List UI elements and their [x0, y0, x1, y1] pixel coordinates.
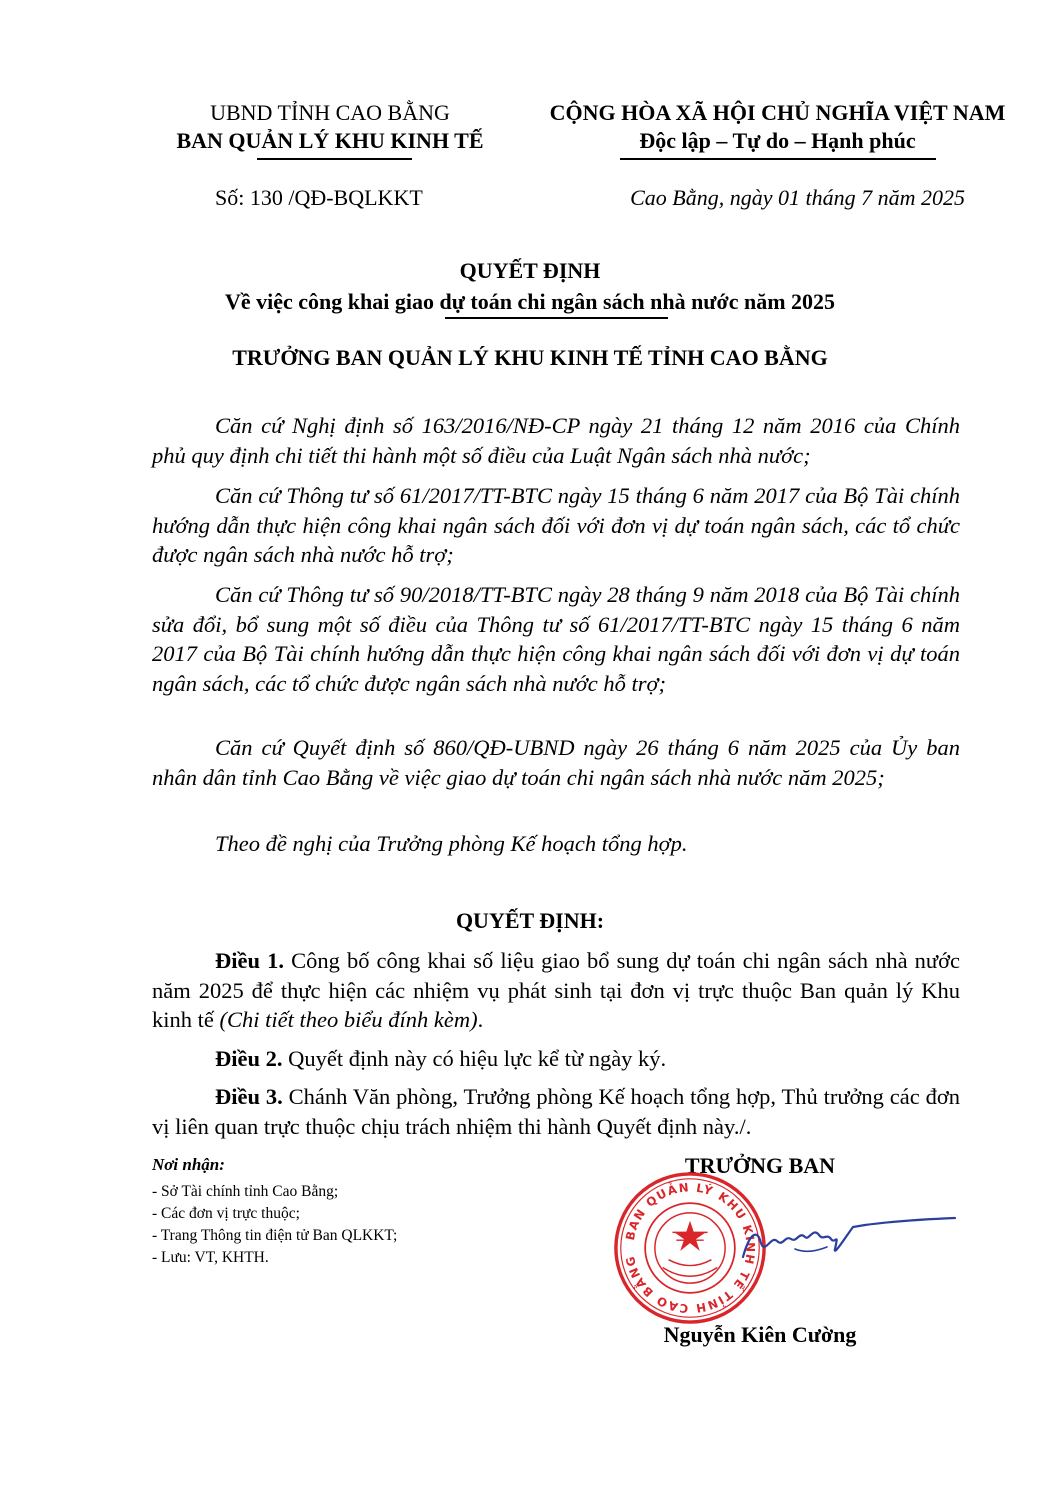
- recipient-item: - Trang Thông tin điện tử Ban QLKKT;: [152, 1227, 398, 1244]
- motto-underline: [620, 158, 936, 160]
- document-title: QUYẾT ĐỊNH: [459, 258, 601, 283]
- document-subtitle: Về việc công khai giao dự toán chi ngân sách nhà nước năm 2025: [224, 289, 836, 314]
- legal-basis-5: Theo đề nghị của Trưởng phòng Kế hoạch tổng hợp.: [215, 831, 688, 856]
- legal-basis-3: Căn cứ Thông tư số 90/2018/TT-BTC ngày 28 tháng 9 năm 2018 của Bộ Tài chính sửa đổi, bổ sung một số điều của Thông tư số 61/2017/TT-BTC ngày 15 tháng 6 năm 2017 của Bộ Tài chính hướng dẫn thực hiện công khai ngân sách đối với đơn vị dự toán ngân sách, các tổ chức được ngân sách nhà nước hỗ trợ;: [152, 582, 960, 696]
- article-3-text: Chánh Văn phòng, Trưởng phòng Kế hoạch tổng hợp, Thủ trưởng các đơn vị liên quan trực thuộc chịu trách nhiệm thi hành Quyết định này./.: [152, 1084, 960, 1139]
- document-number: Số: 130 /QĐ-BQLKKT: [215, 185, 423, 210]
- legal-basis-2: Căn cứ Thông tư số 61/2017/TT-BTC ngày 15 tháng 6 năm 2017 của Bộ Tài chính hướng dẫn thực hiện công khai ngân sách đối với đơn vị dự toán ngân sách, các tổ chức được ngân sách nhà nước hỗ trợ;: [152, 483, 960, 567]
- legal-basis-1: Căn cứ Nghị định số 163/2016/NĐ-CP ngày 21 tháng 12 năm 2016 của Chính phủ quy định chi tiết thi hành một số điều của Luật Ngân sách nhà nước;: [152, 413, 960, 468]
- legal-basis-4: Căn cứ Quyết định số 860/QĐ-UBND ngày 26 tháng 6 năm 2025 của Ủy ban nhân dân tỉnh Cao Bằng về việc giao dự toán chi ngân sách nhà nước năm 2025;: [152, 735, 960, 790]
- recipient-item: - Lưu: VT, KHTH.: [152, 1249, 269, 1266]
- decision-heading: QUYẾT ĐỊNH:: [455, 908, 605, 933]
- agency-underline: [257, 158, 412, 160]
- article-3: [152, 1082, 960, 1141]
- seal-text: BAN QUẢN LÝ KHU KINH TẾ TỈNH CAO BẰNG: [622, 1180, 758, 1316]
- signer-title: TRƯỞNG BAN: [684, 1153, 836, 1178]
- recipient-item: - Sở Tài chính tỉnh Cao Bằng;: [152, 1183, 339, 1200]
- subtitle-underline: [445, 317, 668, 319]
- signer-name: Nguyễn Kiên Cường: [663, 1322, 857, 1347]
- article-2: [152, 1044, 960, 1074]
- article-1-text: Công bố công khai số liệu giao bổ sung dự toán chi ngân sách nhà nước năm 2025 để thực hiện các nhiệm vụ phát sinh tại đơn vị trực thuộc Ban quản lý Khu kinh tế: [152, 948, 961, 1032]
- recipient-item: - Các đơn vị trực thuộc;: [152, 1205, 300, 1222]
- article-1-note: (Chi tiết theo biểu đính kèm): [219, 1007, 478, 1032]
- article-1-label: Điều 1.: [215, 948, 284, 973]
- document-date: Cao Bằng, ngày 01 tháng 7 năm 2025: [630, 185, 965, 210]
- national-title: CỘNG HÒA XÃ HỘI CHỦ NGHĨA VIỆT NAM: [549, 100, 1006, 125]
- national-motto: Độc lập – Tự do – Hạnh phúc: [639, 128, 916, 153]
- article-2-text: Quyết định này có hiệu lực kể từ ngày ký.: [288, 1046, 667, 1071]
- article-2-label: Điều 2.: [215, 1046, 283, 1071]
- recipients-label: Nơi nhận:: [152, 1155, 225, 1174]
- article-3-label: Điều 3.: [215, 1084, 283, 1109]
- agency-parent: UBND TỈNH CAO BẰNG: [210, 100, 450, 125]
- issuing-authority: TRƯỞNG BAN QUẢN LÝ KHU KINH TẾ TỈNH CAO BẰNG: [232, 345, 828, 370]
- handwritten-signature-icon: [735, 1205, 960, 1275]
- article-1: Điều 1. Công bố công khai số liệu giao bổ sung dự toán chi ngân sách nhà nước năm 2025 để thực hiện các nhiệm vụ phát sinh tại đơn vị trực thuộc Ban quản lý Khu kinh tế (Chi tiết theo biểu đính kèm).: [152, 948, 961, 1032]
- agency-name: BAN QUẢN LÝ KHU KINH TẾ: [176, 128, 484, 153]
